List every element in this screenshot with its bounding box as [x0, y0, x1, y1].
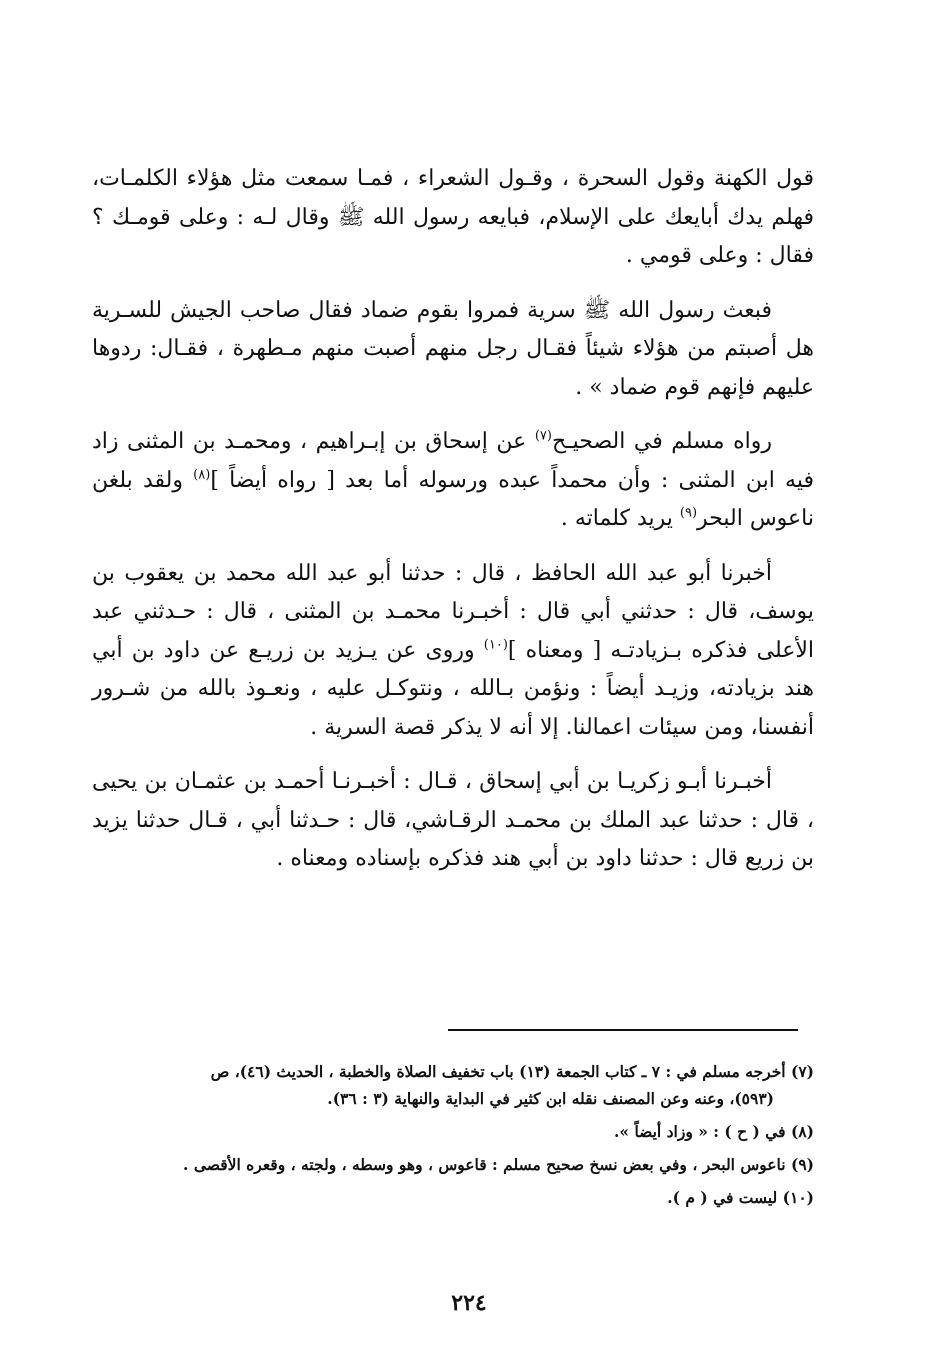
footnote-10: (١٠) ليست في ( م ). [667, 1188, 814, 1207]
p1-line-1: قول الكهنة وقول السحرة ، وقـول الشعراء ، فمـا سمعت مثل هؤلاء الكلمـات، [92, 166, 814, 191]
p2-line-3: عليهم فإنهم قوم ضماد » . [575, 374, 814, 400]
page-number: ٢٢٤ [451, 1290, 487, 1316]
p5-line-3: حدثنا يزيد بن زريع قال : حدثنا داود بن أبي هند فذكره بإسناده ومعناه . [92, 807, 814, 871]
p1-line-3: فقال : وعلى قومي . [625, 243, 814, 268]
p3-text-d: يريد كلماته . [560, 506, 680, 531]
p1-line-2: فهلم يدك أبايعك على الإسلام، فبايعه رسول الله ﷺ وقال لـه : وعلى قومـك ؟ [92, 204, 814, 230]
p4-text-b: وروى عن يـزيد بن زريـع عن داود بن أبي هند بزيادته، وزيـد أيضاً : ونؤمن بـالله ، ونتوكـل عليه ، ونعـوذ بالله من شـرور أنفسنا، ومن سيئات اعمالنا. إلا أنه لا يذكر قصة السرية . [92, 637, 814, 740]
p5-line-1: أخبـرنا أبـو زكريـا بن أبي إسحاق ، قـال : أخبـرنـا أحمـد بن عثمـان بن [144, 769, 772, 794]
p5-line-2: يحيى ، قال : حدثنا عبد الملك بن محمـد الرقـاشي، قال : حـدثنا أبي ، قـال [92, 769, 814, 833]
paragraph-2 [92, 292, 814, 408]
footnote-ref-9[interactable]: (٩) [679, 505, 698, 521]
p4-text-a: أخبرنا أبو عبد الله الحافظ ، قال : حدثنا أبو عبد الله محمد بن يعقوب بن يوسف، قال : حدثني أبي قال : أخبـرنا محمـد بن المثنى ، قال : حـدثني عبد الأعلى فذكره بـزيادتـه [ ومعناه ] [92, 560, 815, 663]
footnote-7 [110, 1058, 814, 1112]
footnote-ref-7[interactable]: (٧) [534, 428, 552, 444]
main-text [92, 160, 814, 895]
paragraph-1 [92, 160, 814, 276]
footnote-ref-8[interactable]: (٨) [193, 467, 211, 483]
p2-line-1: فبعث رسول الله ﷺ سرية فمروا بقوم ضماد فقال صاحب الجيش للسـرية [92, 297, 772, 323]
footnote-7-line-1: (٧) أخرجه مسلم في : ٧ ـ كتاب الجمعة (١٣) باب تخفيف الصلاة والخطبة ، الحديث (٤٦)، ص [210, 1062, 814, 1081]
footnote-divider [448, 1029, 798, 1031]
footnote-ref-10[interactable]: (١٠) [483, 637, 508, 653]
p2-line-2: هل أصبتم من هؤلاء شيئاً فقـال رجل منهم أصبت منهم مـطهرة ، فقـال: ردوها [92, 336, 814, 361]
p3-text-c: ولقد بلغن ناعوس البحر [92, 467, 814, 531]
paragraph-5 [92, 763, 814, 879]
footnote-9: (٩) ناعوس البحر ، وفي بعض نسخ صحيح مسلم : قاعوس ، وهو وسطه ، ولجته ، وقعره الأقصى . [183, 1155, 814, 1174]
p3-text-b: عن إسحاق بن إبـراهيم ، ومحمـد بن المثنى زاد فيه ابن المثنى : وأن محمداً عبده ورسوله أما بعد [ رواه أيضاً ] [92, 429, 814, 493]
footnote-7-line-2: (٥٩٣)، وعنه وعن المصنف نقله ابن كثير في البداية والنهاية (٣ : ٣٦). [327, 1089, 774, 1108]
paragraph-3 [92, 423, 814, 539]
footnote-8: (٨) في ( ح ) : « وزاد أيضاً ». [613, 1122, 814, 1141]
p3-text-a: رواه مسلم في الصحيـح [551, 429, 772, 454]
footnotes-section [110, 1058, 814, 1217]
paragraph-4 [92, 555, 814, 748]
